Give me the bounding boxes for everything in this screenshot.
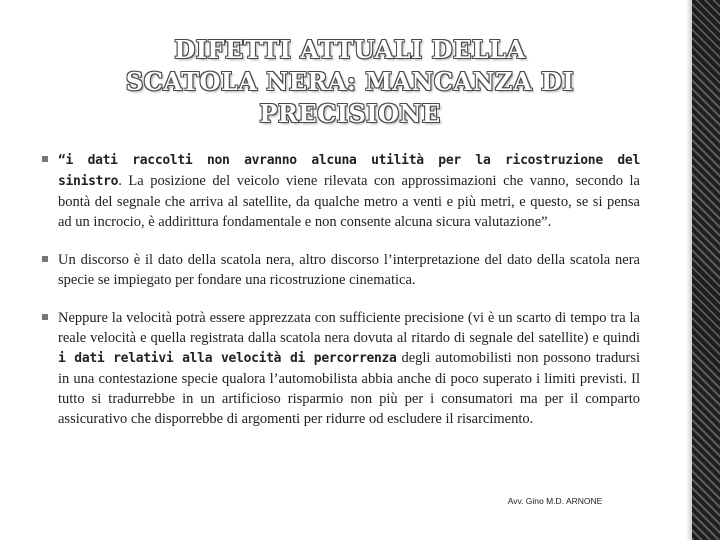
decorative-border [692, 0, 720, 540]
bullet-item [40, 250, 640, 290]
bullet-list [40, 150, 640, 429]
title-line: PRECISIONE [259, 99, 441, 128]
bullet-item [40, 150, 640, 232]
square-bullet-icon [42, 314, 48, 320]
bullet-text: Un discorso è il dato della scatola nera, altro discorso l’interpretazione del dato della scatola nera specie se impiegato per fondare una ricostruzione cinematica. [58, 252, 640, 288]
footer-author: Avv. Gino M.D. ARNONE [507, 496, 603, 506]
bullet-strong: i dati relativi alla velocità di percorrenza [58, 351, 397, 366]
square-bullet-icon [42, 256, 48, 262]
square-bullet-icon [42, 156, 48, 162]
bullet-text: . La posizione del veicolo viene rilevata con approssimazioni che vanno, secondo la bontà del segnale che arriva al satellite, da qualche metro a venti e più metri, e questo, se si pensa ad un incrocio, è addirittura fondamentale e non consente alcuna sicura valutazione”. [58, 173, 640, 230]
title-line: DIFETTI ATTUALI DELLA [174, 35, 526, 64]
bullet-text: degli automobilisti non possono tradursi in una contestazione specie qualora l’automobilista abbia anche di poco superato i limiti previsti. Il tutto si tradurrebbe in un artificioso risparmio non più per i consumatori ma per il comparto assicurativo che disporrebbe di argomenti per ridurre od escludere il risarcimento. [58, 350, 640, 427]
title-line: SCATOLA NERA: MANCANZA DI [125, 67, 575, 96]
slide-title [90, 34, 610, 130]
bullet-item [40, 308, 640, 429]
bullet-text: Neppure la velocità potrà essere apprezzata con sufficiente precisione (vi è un scarto di tempo tra la reale velocità e quella registrata dalla scatola nera dovuta al ritardo di segnale del satellite) e quindi [58, 310, 640, 346]
bullet-emphasis: “i dati raccolti non avranno alcuna utilità per la ricostruzione del sinistro [58, 153, 640, 189]
